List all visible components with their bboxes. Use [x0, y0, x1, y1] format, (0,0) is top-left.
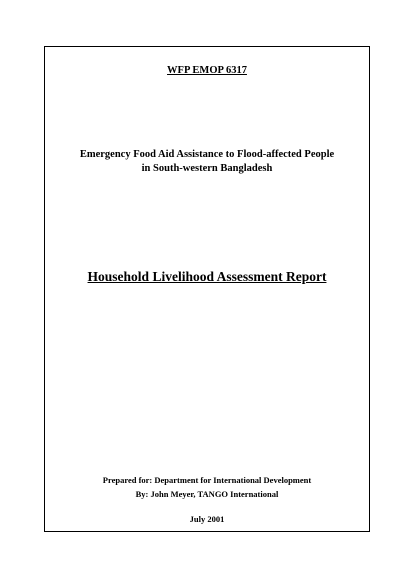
document-title: Household Livelihood Assessment Report [87, 269, 327, 284]
document-subtitle [45, 148, 369, 176]
document-code: WFP EMOP 6317 [167, 65, 247, 76]
subtitle-line-1: Emergency Food Aid Assistance to Flood-affected People [79, 149, 335, 160]
cover-page-frame [44, 46, 370, 532]
document-date: July 2001 [189, 514, 225, 524]
prepared-for-line: Prepared for: Department for International Development [102, 475, 312, 485]
author-line: By: John Meyer, TANGO International [135, 489, 279, 499]
subtitle-line-2: in South-western Bangladesh [141, 163, 273, 174]
